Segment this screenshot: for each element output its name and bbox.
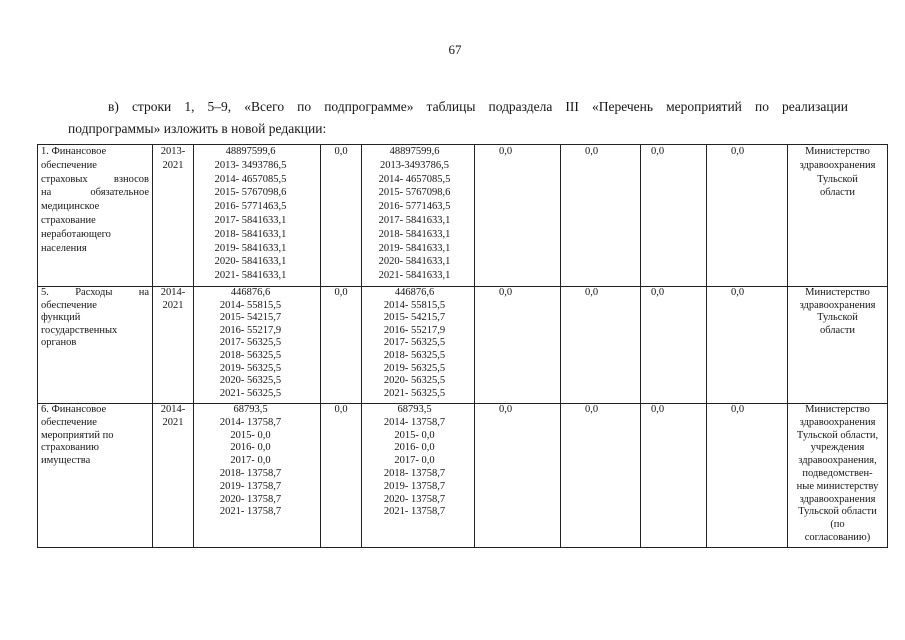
executor-line: Тульской [817, 312, 858, 324]
table-row [38, 404, 888, 548]
source-4-cell [561, 145, 641, 287]
amount-line: 68793,5 [233, 404, 268, 415]
executor-line: Тульской области, [796, 429, 879, 441]
amount-line: 2014- 4657085,5 [214, 173, 287, 185]
amount-line: 2019- 5841633,1 [378, 242, 451, 254]
amount-line: 0,0 [651, 404, 665, 415]
amount-line: 2015- 5767098,6 [214, 187, 287, 199]
amount-line: 2019- 13758,7 [219, 480, 282, 492]
item-name-line: на обязательное [41, 187, 149, 199]
amount-line: 2014- 13758,7 [219, 416, 282, 428]
item-name-line: функций [41, 312, 81, 324]
total-amount-cell [194, 145, 321, 287]
amount-line: 2013- 3493786,5 [214, 159, 287, 171]
period-cell [153, 404, 194, 548]
item-name-line: обеспечение [41, 159, 97, 171]
executor-line: Тульской [817, 173, 858, 185]
amount-line: 2021- 5841633,1 [378, 270, 451, 282]
amount-line: 2015- 0,0 [394, 429, 435, 441]
amount-line: 2019- 5841633,1 [214, 242, 287, 254]
period-cell [153, 287, 194, 404]
measures-table [37, 144, 888, 548]
amount-line: 2014- 55815,5 [383, 299, 446, 311]
item-name-line: 1. Финансовое [41, 146, 107, 157]
item-name-line: страховых взносов [41, 173, 149, 185]
amount-line: 2021- 56325,5 [219, 387, 282, 399]
amount-line: 2016- 55217,9 [383, 324, 446, 336]
item-name-line: страхование [41, 214, 96, 226]
amount-line: 2013-3493786,5 [379, 159, 450, 171]
amount-line: 0,0 [334, 404, 348, 415]
amount-line: 2021- 5841633,1 [214, 270, 287, 282]
intro-line-1: в) строки 1, 5–9, «Всего по подпрограмме» таблицы подраздела III «Перечень мероприятий по реализации [108, 99, 848, 114]
table-row [38, 145, 888, 287]
item-name-line: населения [41, 242, 87, 254]
amount-line: 2018- 5841633,1 [378, 228, 451, 240]
amount-line: 2020- 56325,5 [383, 375, 446, 387]
amount-line: 2017- 0,0 [230, 455, 271, 467]
period-cell [153, 145, 194, 287]
source-5-cell [641, 145, 707, 287]
amount-line: 446876,6 [230, 287, 271, 298]
item-name-line: 6. Финансовое [41, 404, 107, 415]
amount-line: 0,0 [499, 146, 513, 157]
table-row [38, 287, 888, 404]
amount-line: 2016- 55217,9 [219, 324, 282, 336]
amount-line: 2018- 13758,7 [219, 467, 282, 479]
executor-cell [788, 404, 888, 548]
period-line: 2014- [160, 404, 186, 415]
period-line: 2021 [162, 159, 184, 171]
source-5-cell [641, 287, 707, 404]
item-name-line: имущества [41, 455, 91, 467]
amount-line: 2015- 54215,7 [383, 312, 446, 324]
item-name-cell [38, 287, 153, 404]
source-3-cell [475, 287, 561, 404]
amount-line: 2021- 56325,5 [383, 387, 446, 399]
amount-line: 0,0 [334, 146, 348, 157]
amount-line: 2019- 13758,7 [383, 480, 446, 492]
amount-line: 2016- 0,0 [230, 442, 271, 454]
amount-line: 2020- 56325,5 [219, 375, 282, 387]
source-4-cell [561, 404, 641, 548]
executor-line: Министерство [805, 287, 870, 298]
item-name-line: неработающего [41, 228, 111, 240]
amount-line: 2017- 56325,5 [383, 337, 446, 349]
amount-line: 2019- 56325,5 [383, 362, 446, 374]
executor-line: согласованию) [804, 531, 871, 543]
source-5-cell [641, 404, 707, 548]
amount-line: 2014- 13758,7 [383, 416, 446, 428]
executor-line: здравоохранения [799, 416, 876, 428]
amount-line: 0,0 [499, 404, 513, 415]
amount-line: 2020- 13758,7 [383, 493, 446, 505]
source-6-cell [707, 404, 788, 548]
measures-table-body [38, 145, 888, 548]
amount-line: 2018- 56325,5 [219, 349, 282, 361]
amount-line: 0,0 [585, 404, 599, 415]
amount-line: 0,0 [731, 146, 745, 157]
amount-line: 0,0 [585, 287, 599, 298]
amount-line: 2015- 0,0 [230, 429, 271, 441]
item-name-line: медицинское [41, 201, 100, 213]
source-3-cell [475, 404, 561, 548]
executor-line: здравоохранения [799, 159, 876, 171]
amount-line: 2014- 4657085,5 [378, 173, 451, 185]
source-1-cell [321, 404, 362, 548]
amount-line: 2021- 13758,7 [219, 506, 282, 518]
executor-line: ные министерству [796, 480, 879, 492]
period-line: 2014- [160, 287, 186, 298]
amount-line: 446876,6 [394, 287, 435, 298]
amount-line: 2017- 5841633,1 [214, 214, 287, 226]
amount-line: 2015- 54215,7 [219, 312, 282, 324]
amount-line: 2018- 5841633,1 [214, 228, 287, 240]
executor-line: области [819, 187, 856, 199]
amount-line: 2016- 5771463,5 [214, 201, 287, 213]
executor-line: подведомствен- [802, 467, 873, 479]
amount-line: 0,0 [499, 287, 513, 298]
item-name-line: обеспечение [41, 416, 97, 428]
item-name-cell [38, 404, 153, 548]
executor-line: Министерство [805, 404, 870, 415]
amount-line: 0,0 [334, 287, 348, 298]
source-2-cell [362, 404, 475, 548]
amount-line: 2020- 5841633,1 [214, 256, 287, 268]
amount-line: 2020- 13758,7 [219, 493, 282, 505]
source-6-cell [707, 287, 788, 404]
amount-line: 2019- 56325,5 [219, 362, 282, 374]
item-name-line: 5. Расходы на [41, 287, 149, 298]
amount-line: 0,0 [651, 287, 665, 298]
amount-line: 48897599,6 [389, 146, 440, 157]
amount-line: 2021- 13758,7 [383, 506, 446, 518]
amount-line: 2014- 55815,5 [219, 299, 282, 311]
total-amount-cell [194, 404, 321, 548]
page-number: 67 [448, 42, 462, 57]
executor-cell [788, 287, 888, 404]
source-6-cell [707, 145, 788, 287]
amount-line: 0,0 [731, 287, 745, 298]
amount-line: 2020- 5841633,1 [378, 256, 451, 268]
amount-line: 68793,5 [397, 404, 432, 415]
item-name-line: мероприятий по [41, 429, 114, 441]
amount-line: 2017- 56325,5 [219, 337, 282, 349]
amount-line: 2017- 5841633,1 [378, 214, 451, 226]
source-3-cell [475, 145, 561, 287]
source-2-cell [362, 287, 475, 404]
period-line: 2021 [162, 299, 184, 311]
executor-line: области [819, 324, 856, 336]
executor-line: Тульской области [798, 506, 877, 518]
executor-line: здравоохранения [799, 299, 876, 311]
amount-line: 2015- 5767098,6 [378, 187, 451, 199]
amount-line: 2016- 5771463,5 [378, 201, 451, 213]
executor-line: Министерство [805, 146, 870, 157]
intro-paragraph [68, 96, 848, 140]
amount-line: 2016- 0,0 [394, 442, 435, 454]
executor-cell [788, 145, 888, 287]
amount-line: 0,0 [585, 146, 599, 157]
item-name-line: обеспечение [41, 299, 97, 311]
source-4-cell [561, 287, 641, 404]
intro-line-2: подпрограммы» изложить в новой редакции: [68, 121, 327, 136]
source-2-cell [362, 145, 475, 287]
executor-line: здравоохранения [799, 493, 876, 505]
amount-line: 0,0 [731, 404, 745, 415]
amount-line: 0,0 [651, 146, 665, 157]
item-name-line: органов [41, 337, 77, 349]
source-1-cell [321, 145, 362, 287]
executor-line: здравоохранения, [798, 455, 877, 467]
item-name-line: страхованию [41, 442, 99, 454]
amount-line: 2018- 56325,5 [383, 349, 446, 361]
item-name-line: государственных [41, 324, 118, 336]
total-amount-cell [194, 287, 321, 404]
amount-line: 2018- 13758,7 [383, 467, 446, 479]
item-name-cell [38, 145, 153, 287]
period-line: 2013- [160, 146, 186, 157]
source-1-cell [321, 287, 362, 404]
executor-line: (по [830, 519, 845, 531]
period-line: 2021 [162, 416, 184, 428]
executor-line: учреждения [810, 442, 865, 454]
amount-line: 48897599,6 [225, 146, 276, 157]
amount-line: 2017- 0,0 [394, 455, 435, 467]
